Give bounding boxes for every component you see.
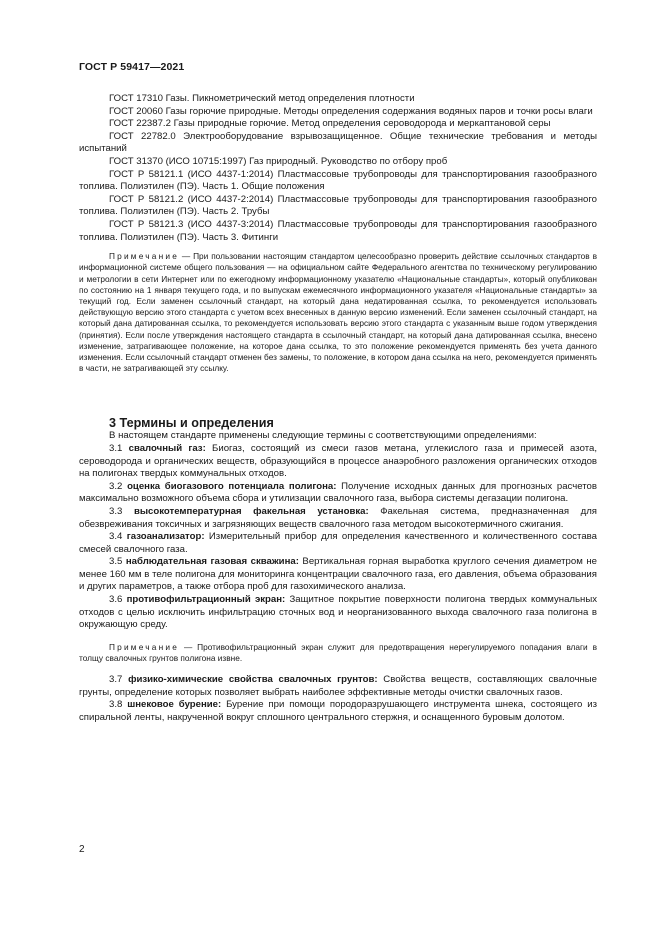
- reference-item: ГОСТ Р 58121.3 (ИСО 4437-3:2014) Пластмассовые трубопроводы для транспортирования газообразного топлива. Полиэтилен (ПЭ). Часть 3. Фитинги: [79, 218, 597, 243]
- term-3-2: [79, 481, 597, 506]
- note-label: Примечание: [109, 641, 180, 652]
- reference-item: ГОСТ Р 58121.2 (ИСО 4437-2:2014) Пластмассовые трубопроводы для транспортирования газообразного топлива. Полиэтилен (ПЭ). Часть 2. Трубы: [79, 193, 597, 218]
- term-name: высокотемпературная факельная установка:: [133, 505, 369, 517]
- term-definition: Измерительный прибор для определения качественного и количественного состава смесей свалочного газа.: [79, 531, 597, 555]
- reference-item: ГОСТ 20060 Газы горючие природные. Методы определения содержания водяных паров и точки росы влаги: [109, 105, 593, 117]
- reference-item: ГОСТ 22387.2 Газы природные горючие. Метод определения сероводорода и меркаптановой серы: [109, 118, 551, 130]
- reference-note: [79, 251, 597, 374]
- term-name: физико-химические свойства свалочных грунтов:: [128, 674, 378, 686]
- section-intro: В настоящем стандарте применены следующие термины с соответствующими определениями:: [109, 430, 537, 442]
- term-definition: Вертикальная горная выработка круглого сечения диаметром не менее 160 мм в теле полигона для мониторинга концентрации свалочного газа, его давления, объема образования и других параметров, а также отбора проб для газохимического анализа.: [79, 556, 597, 593]
- term-definition: Свойства веществ, составляющих свалочные грунты, определение которых позволяет выбрать наиболее эффективные методы очистки свалочных газов.: [79, 674, 597, 698]
- term-3-4: [79, 531, 597, 556]
- term-name: свалочный газ:: [128, 442, 206, 454]
- term-definition: Бурение при помощи породоразрушающего инструмента шнека, состоящего из спиральной ленты, накрученной вокруг сплошного центрального стержня, и оснащенного буровым долотом.: [79, 699, 597, 724]
- term-number: 3.8: [109, 699, 123, 711]
- section-title: 3 Термины и определения: [109, 416, 274, 431]
- term-note: [79, 642, 597, 664]
- term-3-6: [79, 594, 597, 632]
- note-label: Примечание: [109, 251, 180, 262]
- document-header: ГОСТ Р 59417—2021: [79, 61, 185, 73]
- term-number: 3.3: [109, 505, 123, 517]
- reference-item: ГОСТ 31370 (ИСО 10715:1997) Газ природный. Руководство по отбору проб: [109, 155, 448, 167]
- page-number: 2: [79, 844, 85, 855]
- note-text: — Противофильтрационный экран служит для предотвращения нерегулируемого попадания влаги в толщу свалочных грунтов полигона извне.: [79, 641, 597, 664]
- term-3-8: [79, 699, 597, 724]
- term-name: наблюдательная газовая скважина:: [125, 556, 299, 568]
- term-name: противофильтрационный экран:: [126, 594, 286, 606]
- term-number: 3.5: [109, 556, 123, 568]
- term-name: газоанализатор:: [126, 531, 205, 543]
- term-definition: Биогаз, состоящий из смеси газов метана, углекислого газа и примесей азота, сероводорода и органических веществ, образующийся в процессе анаэробного разложения органических отходов на полигонах твердых коммунальных отходов.: [79, 442, 597, 480]
- term-number: 3.6: [109, 594, 123, 606]
- term-3-3: [79, 506, 597, 531]
- reference-item: ГОСТ 22782.0 Электрооборудование взрывозащищенное. Общие технические требования и методы испытаний: [79, 130, 597, 155]
- term-3-7: [79, 674, 597, 699]
- reference-item: ГОСТ Р 58121.1 (ИСО 4437-1:2014) Пластмассовые трубопроводы для транспортирования газообразного топлива. Полиэтилен (ПЭ). Часть 1. Общие положения: [79, 168, 597, 193]
- term-number: 3.2: [109, 480, 123, 492]
- term-definition: Факельная система, предназначенная для обезвреживания токсичных и загрязняющих веществ свалочного газа методом высокотермичного сжигания.: [79, 505, 598, 530]
- term-name: оценка биогазового потенциала полигона:: [127, 480, 337, 492]
- term-number: 3.4: [109, 531, 123, 543]
- reference-item: ГОСТ 17310 Газы. Пикнометрический метод определения плотности: [109, 93, 415, 104]
- term-3-5: [79, 556, 597, 594]
- document-body: [79, 93, 597, 725]
- note-text: — При пользовании настоящим стандартом целесообразно проверить действие ссылочных стандартов в информационной системе общего пользования — на официальном сайте Федерального агентства по техническому регулированию и метрологии в сети Интернет или по ежегодному информационному указателю «Национальные стандарты», который опубликован по состоянию на 1 января текущего года, и по выпускам ежемесячного информационного указателя «Национальные стандарты» за текущий год. Если заменен ссылочный стандарт, на который дана недатированная ссылка, то рекомендуется использовать действующую версию этого стандарта с учетом всех внесенных в данную версию изменений. Если заменен ссылочный стандарт, на который дана датированная ссылка, то рекомендуется использовать версию этого стандарта с указанным выше годом утверждения (принятия). Если после утверждения настоящего стандарта в ссылочный стандарт, на который дана датированная ссылка, внесено изменение, затрагивающее положение, на которое дана ссылка, то это положение рекомендуется применять без учета данного изменения. Если ссылочный стандарт отменен без замены, то положение, в котором дана ссылка на него, рекомендуется применять в части, не затрагивающей эту ссылку.: [79, 251, 597, 374]
- term-number: 3.7: [109, 674, 123, 686]
- term-definition: Получение исходных данных для прогнозных расчетов максимально возможного объема сбора и утилизации свалочного газа, выбора системы дегазации полигона.: [79, 480, 597, 505]
- term-number: 3.1: [109, 442, 123, 454]
- term-definition: Защитное покрытие поверхности полигона твердых коммунальных отходов с целью исключить инфильтрацию сточных вод и неорганизованного выхода свалочного газа полигона в окружающую среду.: [79, 594, 598, 631]
- term-3-1: [79, 443, 597, 481]
- term-name: шнековое бурение:: [127, 699, 222, 711]
